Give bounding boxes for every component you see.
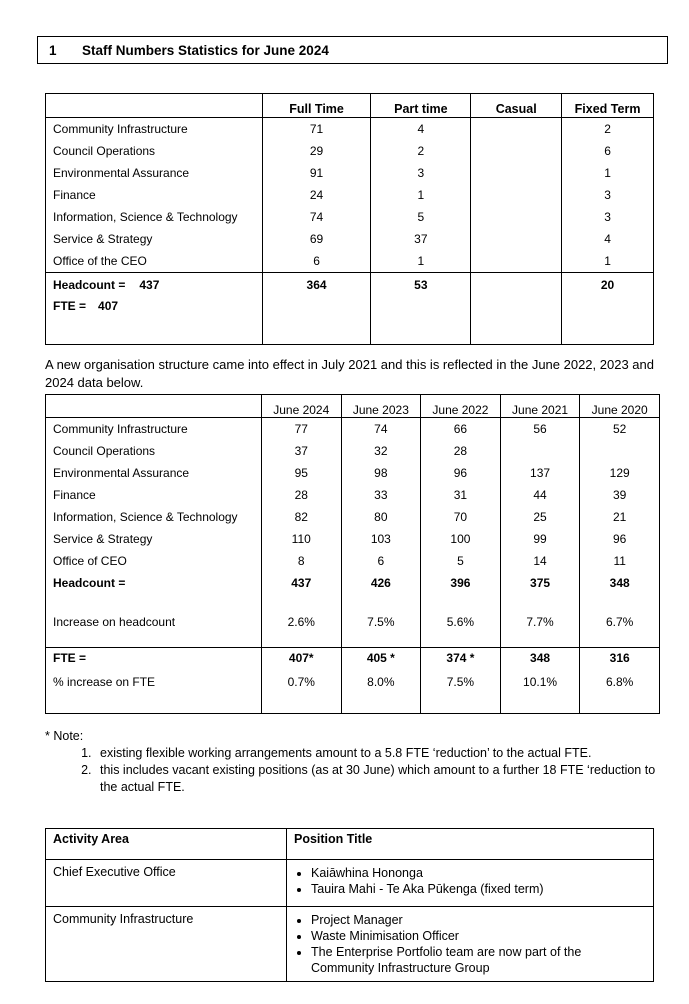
table-cell: 96 <box>421 462 501 484</box>
row-label: Service & Strategy <box>46 228 263 250</box>
table-cell: 77 <box>261 418 341 441</box>
row-label: Office of CEO <box>46 550 262 572</box>
note-title: * Note: <box>45 729 84 743</box>
column-header: Fixed Term <box>562 94 654 118</box>
table-row <box>46 550 660 572</box>
table-cell: 1 <box>562 250 654 273</box>
table-cell: 44 <box>500 484 580 506</box>
section-number: 1 <box>49 43 57 58</box>
table-cell: 129 <box>580 462 660 484</box>
table-cell: 95 <box>261 462 341 484</box>
column-header: June 2022 <box>421 395 501 418</box>
table-cell: 7.5% <box>421 668 501 714</box>
table-cell: 5 <box>371 206 471 228</box>
row-label: Service & Strategy <box>46 528 262 550</box>
increase-headcount-row <box>46 594 660 648</box>
row-label: Finance <box>46 484 262 506</box>
total-cell: 53 <box>371 273 471 345</box>
column-header: Part time <box>371 94 471 118</box>
table-cell <box>471 250 562 273</box>
headcount-label: Headcount = <box>53 278 126 292</box>
table-cell: 8 <box>261 550 341 572</box>
table-cell: 37 <box>261 440 341 462</box>
table-row <box>46 418 660 441</box>
table-cell: 82 <box>261 506 341 528</box>
total-cell <box>471 273 562 345</box>
table-cell: 31 <box>421 484 501 506</box>
row-label: Council Operations <box>46 440 262 462</box>
table-cell: 1 <box>371 250 471 273</box>
table-cell: 6 <box>341 550 421 572</box>
note-item: 2. this includes vacant existing positions (as at 30 June) which amount to a further 18 FTE ‘reduction to the actual FTE. <box>95 762 665 796</box>
table-cell: 39 <box>580 484 660 506</box>
table-cell: 3 <box>562 184 654 206</box>
positions-table <box>45 828 654 982</box>
table-row <box>46 228 654 250</box>
table-cell: 375 <box>500 572 580 594</box>
column-header: Activity Area <box>46 829 287 860</box>
position-title: • The Enterprise Portfolio team are now part of the Community Infrastructure Group <box>311 944 646 976</box>
position-title: • Kaiāwhina Hononga <box>311 865 646 881</box>
table-cell <box>471 184 562 206</box>
row-label: Increase on headcount <box>46 594 262 648</box>
table-cell: 2 <box>371 140 471 162</box>
position-cell <box>287 907 654 982</box>
fte-label: FTE = <box>53 299 87 313</box>
table-cell: 3 <box>562 206 654 228</box>
activity-area: Community Infrastructure <box>46 907 287 982</box>
table-cell: 6.8% <box>580 668 660 714</box>
fte-value: 407 <box>98 299 119 313</box>
table-cell: 29 <box>262 140 371 162</box>
table-cell: 1 <box>371 184 471 206</box>
column-header: Casual <box>471 94 562 118</box>
position-title: • Tauira Mahi - Te Aka Pūkenga (fixed term) <box>311 881 646 897</box>
column-header <box>46 94 263 118</box>
row-label: Environmental Assurance <box>46 462 262 484</box>
table-cell: 37 <box>371 228 471 250</box>
table-cell: 100 <box>421 528 501 550</box>
table-cell: 52 <box>580 418 660 441</box>
section-title: Staff Numbers Statistics for June 2024 <box>82 43 329 58</box>
note-block <box>45 728 665 796</box>
row-label: FTE = <box>46 648 262 669</box>
column-header: Position Title <box>287 829 654 860</box>
headcount-line <box>53 278 262 292</box>
table-cell <box>471 206 562 228</box>
table-cell: 21 <box>580 506 660 528</box>
table-cell: 3 <box>371 162 471 184</box>
header-row <box>46 94 654 118</box>
table-cell: 6 <box>562 140 654 162</box>
table-cell: 110 <box>261 528 341 550</box>
column-header: June 2023 <box>341 395 421 418</box>
table-cell: 96 <box>580 528 660 550</box>
table-row <box>46 206 654 228</box>
table-cell: 71 <box>262 118 371 141</box>
table-cell: 91 <box>262 162 371 184</box>
table-cell: 25 <box>500 506 580 528</box>
row-label: Headcount = <box>46 572 262 594</box>
table-cell: 437 <box>261 572 341 594</box>
activity-area: Chief Executive Office <box>46 860 287 907</box>
table-cell: 0.7% <box>261 668 341 714</box>
table-cell: 405 * <box>341 648 421 669</box>
increase-fte-row <box>46 668 660 714</box>
row-label: % increase on FTE <box>46 668 262 714</box>
position-title: • Waste Minimisation Officer <box>311 928 646 944</box>
table-cell <box>471 118 562 141</box>
table-cell: 98 <box>341 462 421 484</box>
note-item: 1. existing flexible working arrangements amount to a 5.8 FTE ‘reduction’ to the actual FTE. <box>95 745 665 762</box>
table-cell: 80 <box>341 506 421 528</box>
row-label: Council Operations <box>46 140 263 162</box>
column-header: June 2021 <box>500 395 580 418</box>
table-row <box>46 250 654 273</box>
table-row <box>46 528 660 550</box>
table-row <box>46 484 660 506</box>
table-cell: 407* <box>261 648 341 669</box>
table-row <box>46 506 660 528</box>
table-cell: 6 <box>262 250 371 273</box>
table-cell: 4 <box>562 228 654 250</box>
column-header <box>46 395 262 418</box>
table-cell <box>471 162 562 184</box>
headcount-value: 437 <box>139 278 160 292</box>
table-row <box>46 118 654 141</box>
table-cell: 66 <box>421 418 501 441</box>
table-row <box>46 462 660 484</box>
table-cell: 4 <box>371 118 471 141</box>
header-row <box>46 395 660 418</box>
table-row <box>46 907 654 982</box>
note-list <box>45 745 665 796</box>
column-header: June 2024 <box>261 395 341 418</box>
column-header: June 2020 <box>580 395 660 418</box>
total-cell: 364 <box>262 273 371 345</box>
table-cell: 99 <box>500 528 580 550</box>
position-list <box>294 912 646 976</box>
table-row <box>46 184 654 206</box>
table-cell: 1 <box>562 162 654 184</box>
table-cell <box>471 228 562 250</box>
table-cell: 348 <box>500 648 580 669</box>
table-row <box>46 440 660 462</box>
table-cell: 70 <box>421 506 501 528</box>
row-label: Finance <box>46 184 263 206</box>
position-cell <box>287 860 654 907</box>
table-cell: 396 <box>421 572 501 594</box>
table-row <box>46 162 654 184</box>
table-cell: 24 <box>262 184 371 206</box>
table-cell: 2.6% <box>261 594 341 648</box>
totals-row <box>46 273 654 345</box>
table-cell: 74 <box>262 206 371 228</box>
staff-by-year-table <box>45 394 660 714</box>
fte-row <box>46 648 660 669</box>
row-label: Community Infrastructure <box>46 418 262 441</box>
table-row <box>46 860 654 907</box>
table-cell <box>471 140 562 162</box>
table-cell: 426 <box>341 572 421 594</box>
row-label: Information, Science & Technology <box>46 206 263 228</box>
structure-paragraph: A new organisation structure came into effect in July 2021 and this is reflected in the June 2022, 2023 and 2024 data below. <box>45 357 654 390</box>
table-cell: 5 <box>421 550 501 572</box>
total-cell: 20 <box>562 273 654 345</box>
table-cell: 103 <box>341 528 421 550</box>
row-label: Office of the CEO <box>46 250 263 273</box>
table-cell: 33 <box>341 484 421 506</box>
table-cell: 10.1% <box>500 668 580 714</box>
table-cell: 7.7% <box>500 594 580 648</box>
position-list <box>294 865 646 897</box>
row-label: Information, Science & Technology <box>46 506 262 528</box>
table-cell: 137 <box>500 462 580 484</box>
table-cell: 14 <box>500 550 580 572</box>
row-label: Environmental Assurance <box>46 162 263 184</box>
header-row <box>46 829 654 860</box>
table-cell: 2 <box>562 118 654 141</box>
table-cell: 69 <box>262 228 371 250</box>
position-title: • Project Manager <box>311 912 646 928</box>
column-header: Full Time <box>262 94 371 118</box>
table-cell: 8.0% <box>341 668 421 714</box>
table-cell: 32 <box>341 440 421 462</box>
table-cell: 316 <box>580 648 660 669</box>
table-cell: 56 <box>500 418 580 441</box>
table-cell: 28 <box>261 484 341 506</box>
table-cell: 74 <box>341 418 421 441</box>
fte-line <box>53 299 262 313</box>
row-label: Community Infrastructure <box>46 118 263 141</box>
section-heading <box>37 36 668 64</box>
table-cell: 5.6% <box>421 594 501 648</box>
table-cell: 348 <box>580 572 660 594</box>
totals-label <box>46 273 263 345</box>
table-cell <box>580 440 660 462</box>
table-cell: 6.7% <box>580 594 660 648</box>
table-cell: 374 * <box>421 648 501 669</box>
staff-type-table <box>45 93 654 345</box>
table-cell: 7.5% <box>341 594 421 648</box>
table-row <box>46 140 654 162</box>
table-cell <box>500 440 580 462</box>
table-cell: 28 <box>421 440 501 462</box>
table-cell: 11 <box>580 550 660 572</box>
headcount-row <box>46 572 660 594</box>
